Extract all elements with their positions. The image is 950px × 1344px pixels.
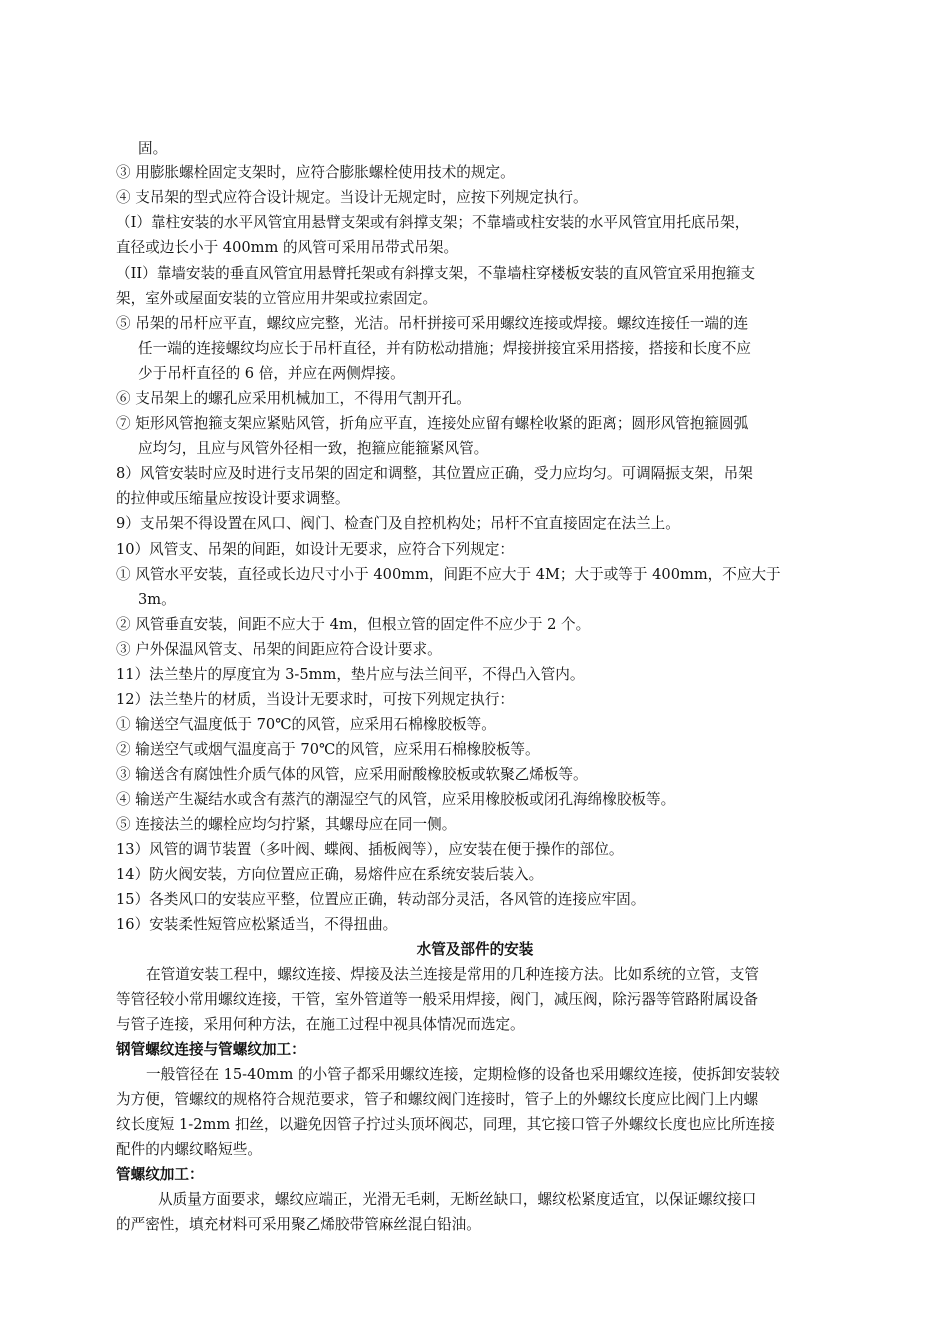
text-line: 少于吊杆直径的 6 倍，并应在两侧焊接。 xyxy=(138,365,405,382)
text-line: 为方便，管螺纹的规格符合规范要求，管子和螺纹阀门连接时，管子上的外螺纹长度应比阀门上内螺 xyxy=(116,1091,759,1108)
text-line: 与管子连接，采用何种方法，在施工过程中视具体情况而选定。 xyxy=(116,1016,525,1033)
text-line: ⑤ 连接法兰的螺栓应均匀拧紧，其螺母应在同一侧。 xyxy=(116,816,457,833)
text-line: 配件的内螺纹略短些。 xyxy=(116,1141,262,1158)
text-line: ① 风管水平安装，直径或长边尺寸小于 400mm，间距不应大于 4M；大于或等于 400mm，不应大于 xyxy=(116,566,781,583)
text-line: （II）靠墙安装的垂直风管宜用悬臂托架或有斜撑支架，不靠墙柱穿楼板安装的直风管宜采用抱箍支 xyxy=(116,265,756,282)
text-line: 13）风管的调节装置（多叶阀、蝶阀、插板阀等），应安装在便于操作的部位。 xyxy=(116,841,624,858)
text-line: 一般管径在 15-40mm 的小管子都采用螺纹连接，定期检修的设备也采用螺纹连接，使拆卸安装较 xyxy=(146,1066,780,1083)
text-line: 从质量方面要求，螺纹应端正，光滑无毛刺，无断丝缺口，螺纹松紧度适宜，以保证螺纹接口 xyxy=(158,1191,757,1208)
text-line: （I）靠柱安装的水平风管宜用悬臂支架或有斜撑支架；不靠墙或柱安装的水平风管宜用托底吊架， xyxy=(116,214,750,231)
text-line: 直径或边长小于 400mm 的风管可采用吊带式吊架。 xyxy=(116,239,459,256)
text-line: 3m。 xyxy=(138,591,176,608)
text-line: 8）风管安装时应及时进行支吊架的固定和调整，其位置应正确，受力应均匀。可调隔振支架，吊架 xyxy=(116,465,753,482)
text-line: 纹长度短 1-2mm 扣丝，以避免因管子拧过头顶坏阀芯，同理，其它接口管子外螺纹长度也应比所连接 xyxy=(116,1116,775,1133)
text-line: 应均匀，且应与风管外径相一致，抱箍应能箍紧风管。 xyxy=(138,440,489,457)
text-line: 在管道安装工程中，螺纹连接、焊接及法兰连接是常用的几种连接方法。比如系统的立管，支管 xyxy=(146,966,759,983)
text-line: 12）法兰垫片的材质，当设计无要求时，可按下列规定执行： xyxy=(116,691,515,708)
text-line: 14）防火阀安装，方向位置应正确，易熔件应在系统安装后装入。 xyxy=(116,866,544,883)
text-line: ② 风管垂直安装，间距不应大于 4m，但根立管的固定件不应少于 2 个。 xyxy=(116,616,591,633)
text-line: ⑤ 吊架的吊杆应平直，螺纹应完整，光洁。吊杆拼接可采用螺纹连接或焊接。螺纹连接任一端的连 xyxy=(116,315,749,332)
text-line: ③ 用膨胀螺栓固定支架时，应符合膨胀螺栓使用技术的规定。 xyxy=(116,164,515,181)
text-line: ④ 支吊架的型式应符合设计规定。当设计无规定时，应按下列规定执行。 xyxy=(116,189,588,206)
text-line: ⑥ 支吊架上的螺孔应采用机械加工，不得用气割开孔。 xyxy=(116,390,471,407)
text-line: ⑦ 矩形风管抱箍支架应紧贴风管，折角应平直，连接处应留有螺栓收紧的距离；圆形风管抱箍圆弧 xyxy=(116,415,749,432)
text-line: 架，室外或屋面安装的立管应用井架或拉索固定。 xyxy=(116,290,438,307)
text-line: 的拉伸或压缩量应按设计要求调整。 xyxy=(116,490,350,507)
text-line: 11）法兰垫片的厚度宜为 3-5mm，垫片应与法兰间平，不得凸入管内。 xyxy=(116,666,585,683)
text-line: ③ 输送含有腐蚀性介质气体的风管，应采用耐酸橡胶板或软聚乙烯板等。 xyxy=(116,766,588,783)
text-line: 16）安装柔性短管应松紧适当，不得扭曲。 xyxy=(116,916,398,933)
text-line: 15）各类风口的安装应平整，位置应正确，转动部分灵活，各风管的连接应牢固。 xyxy=(116,891,646,908)
text-line: ④ 输送产生凝结水或含有蒸汽的潮湿空气的风管，应采用橡胶板或闭孔海绵橡胶板等。 xyxy=(116,791,676,808)
text-line: 的严密性，填充材料可采用聚乙烯胶带管麻丝混白铅油。 xyxy=(116,1216,481,1233)
text-line: 固。 xyxy=(138,140,168,157)
text-line: 10）风管支、吊架的间距，如设计无要求，应符合下列规定： xyxy=(116,541,515,558)
text-line: 等管径较小常用螺纹连接，干管，室外管道等一般采用焊接，阀门，减压阀，除污器等管路附属设备 xyxy=(116,991,759,1008)
section-heading: 水管及部件的安装 xyxy=(416,941,534,958)
text-line: ② 输送空气或烟气温度高于 70℃的风管，应采用石棉橡胶板等。 xyxy=(116,741,540,758)
text-line: 9）支吊架不得设置在风口、阀门、检查门及自控机构处；吊杆不宜直接固定在法兰上。 xyxy=(116,515,680,532)
subheading: 钢管螺纹连接与管螺纹加工： xyxy=(116,1041,306,1058)
text-line: ③ 户外保温风管支、吊架的间距应符合设计要求。 xyxy=(116,641,442,658)
text-line: ① 输送空气温度低于 70℃的风管，应采用石棉橡胶板等。 xyxy=(116,716,496,733)
text-line: 任一端的连接螺纹均应长于吊杆直径，并有防松动措施；焊接拼接宜采用搭接，搭接和长度不应 xyxy=(138,340,751,357)
subheading: 管螺纹加工： xyxy=(116,1166,204,1183)
